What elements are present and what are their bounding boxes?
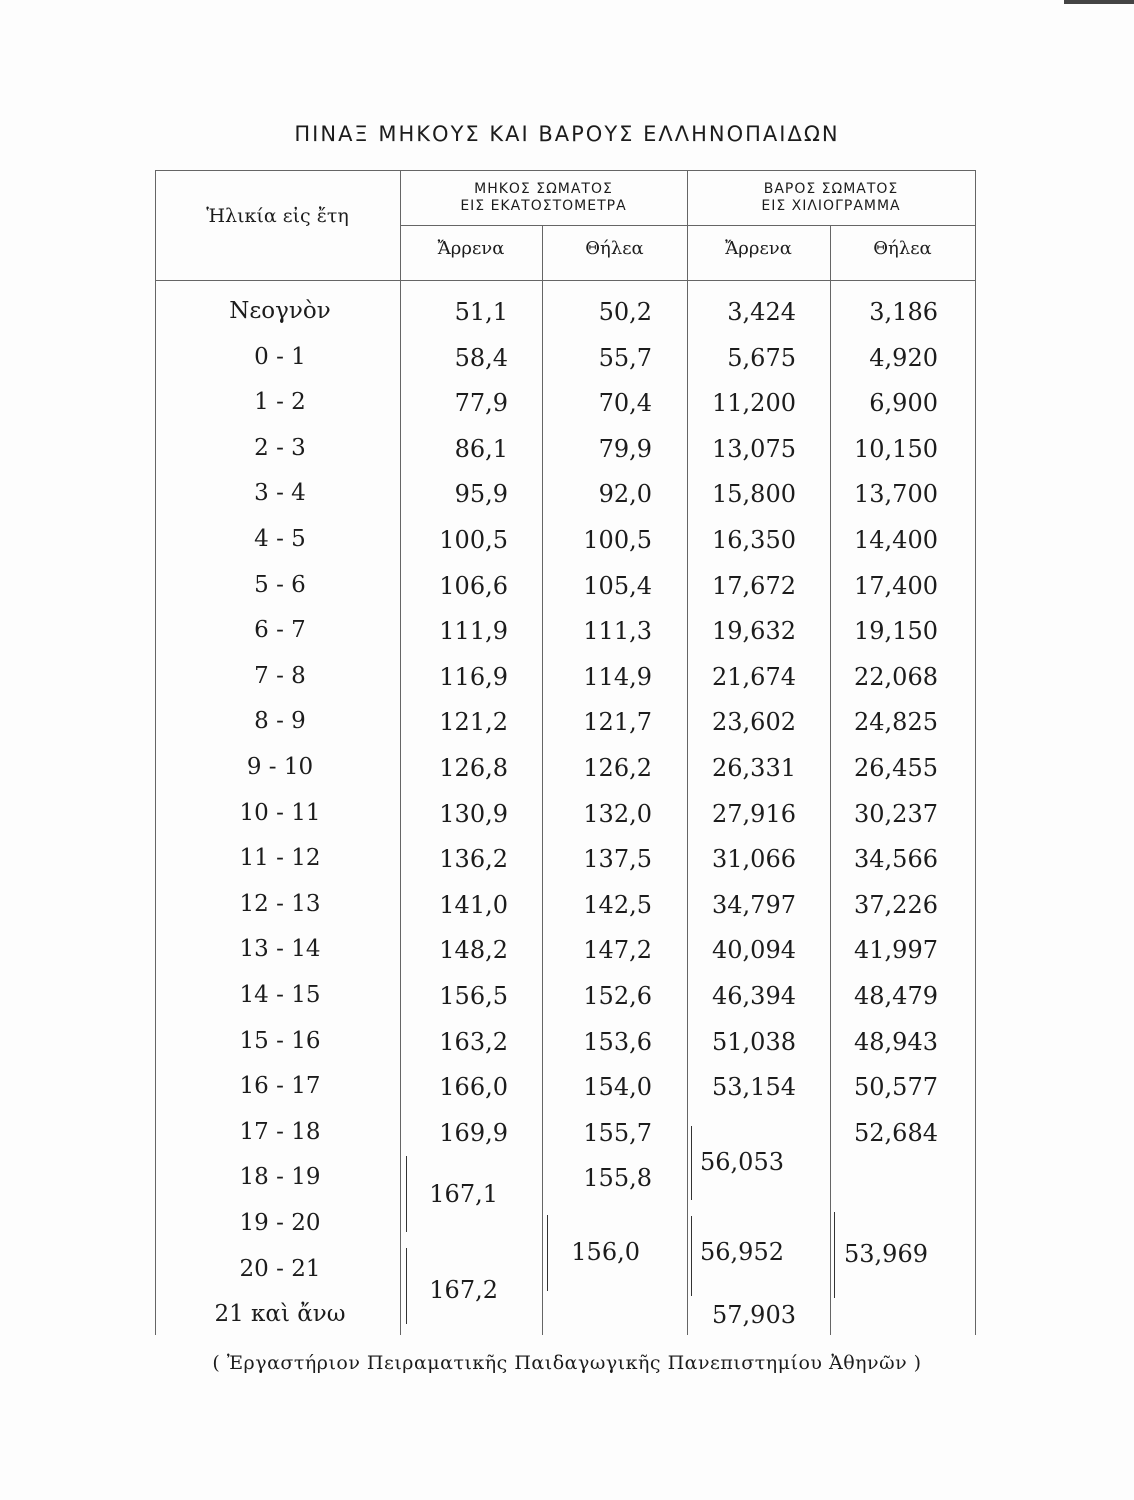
male-length-cell: 163,2	[439, 1028, 508, 1056]
male-weight-cell: 5,675	[727, 344, 796, 372]
male-weight-cell: 15,800	[712, 480, 796, 508]
female-length-cell: 55,7	[598, 344, 652, 372]
male-length-cell: 116,9	[439, 663, 508, 691]
female-length-cell: 79,9	[598, 435, 652, 463]
female-length-cell: 155,7	[583, 1119, 652, 1147]
male-weight-cell: 40,094	[712, 936, 796, 964]
male-weight-cell: 34,797	[712, 891, 796, 919]
age-cell: 12 - 13	[239, 891, 321, 917]
table-left-rule	[155, 170, 156, 1335]
male-length-cell: 86,1	[454, 435, 508, 463]
female-length-cell: 155,8	[583, 1164, 652, 1192]
male-weight-cell: 3,424	[727, 298, 796, 326]
male-weight-cell: 23,602	[712, 708, 796, 736]
female-weight-cell: 4,920	[869, 344, 938, 372]
age-cell: 4 - 5	[254, 526, 306, 552]
male-length-header: Ἄρρενα	[437, 238, 505, 259]
female-weight-cell: 50,577	[854, 1073, 938, 1101]
male-weight-cell: 21,674	[712, 663, 796, 691]
age-cell: 18 - 19	[239, 1164, 321, 1190]
age-cell: 7 - 8	[254, 663, 306, 689]
age-cell: 6 - 7	[254, 617, 306, 643]
table-right-rule	[975, 170, 976, 1335]
brace-female-length-19-up	[537, 1215, 548, 1291]
female-weight-cell: 14,400	[854, 526, 938, 554]
female-length-cell: 132,0	[583, 800, 652, 828]
male-length-cell: 77,9	[454, 389, 508, 417]
female-length-cell: 154,0	[583, 1073, 652, 1101]
male-weight-cell: 51,038	[712, 1028, 796, 1056]
age-cell: 9 - 10	[246, 754, 314, 780]
source-footer: ( Ἐργαστήριον Πειραματικῆς Παιδαγωγικῆς Πανεπιστημίου Ἀθηνῶν )	[212, 1352, 922, 1374]
male-length-cell: 51,1	[454, 298, 508, 326]
female-weight-cell: 6,900	[869, 389, 938, 417]
male-length-cell: 130,9	[439, 800, 508, 828]
male-weight-cell: 53,154	[712, 1073, 796, 1101]
female-weight-cell: 26,455	[854, 754, 938, 782]
male-weight-cell: 19,632	[712, 617, 796, 645]
brace-male-weight-19-21	[681, 1216, 692, 1296]
female-length-cell: 153,6	[583, 1028, 652, 1056]
male-length-cell: 141,0	[439, 891, 508, 919]
merged-female-weight-19-up: 53,969	[844, 1240, 928, 1268]
weight-group-line2: ΕΙΣ ΧΙΛΙΟΓΡΑΜΜΑ	[761, 198, 901, 214]
brace-male-length-20-up	[396, 1248, 407, 1324]
female-length-cell: 137,5	[583, 845, 652, 873]
male-length-cell: 121,2	[439, 708, 508, 736]
age-cell: 16 - 17	[239, 1073, 321, 1099]
age-column-header: Ἡλικία εἰς ἔτη	[206, 205, 349, 227]
page-edge-mark	[1064, 0, 1134, 4]
merged-male-length-20-up: 167,2	[429, 1276, 498, 1304]
age-cell: 21 καὶ ἄνω	[214, 1301, 346, 1327]
female-weight-cell: 34,566	[854, 845, 938, 873]
female-length-cell: 50,2	[598, 298, 652, 326]
male-weight-cell: 16,350	[712, 526, 796, 554]
male-weight-cell: 17,672	[712, 572, 796, 600]
male-weight-cell: 27,916	[712, 800, 796, 828]
brace-male-weight-17-19	[681, 1126, 692, 1200]
age-cell: 3 - 4	[254, 480, 306, 506]
male-length-cell: 106,6	[439, 572, 508, 600]
female-weight-cell: 37,226	[854, 891, 938, 919]
male-weight-header: Ἄρρενα	[725, 238, 792, 259]
age-cell: 15 - 16	[239, 1028, 321, 1054]
female-weight-cell: 24,825	[854, 708, 938, 736]
female-weight-cell: 41,997	[854, 936, 938, 964]
length-group-line1: ΜΗΚΟΣ ΣΩΜΑΤΟΣ	[474, 181, 613, 197]
merged-male-length-18-20: 167,1	[429, 1180, 498, 1208]
male-length-cell: 136,2	[439, 845, 508, 873]
female-weight-cell: 52,684	[854, 1119, 938, 1147]
male-length-cell: 100,5	[439, 526, 508, 554]
female-length-cell: 152,6	[583, 982, 652, 1010]
female-weight-cell: 48,943	[854, 1028, 938, 1056]
female-length-cell: 105,4	[583, 572, 652, 600]
age-cell: 20 - 21	[239, 1256, 321, 1282]
brace-male-length-18-20	[396, 1156, 407, 1232]
male-length-cell: 148,2	[439, 936, 508, 964]
male-length-cell: 95,9	[454, 480, 508, 508]
length-group-line2: ΕΙΣ ΕΚΑΤΟΣΤΟΜΕΤΡΑ	[460, 198, 627, 214]
male-length-cell: 169,9	[439, 1119, 508, 1147]
female-weight-cell: 17,400	[854, 572, 938, 600]
female-weight-cell: 22,068	[854, 663, 938, 691]
header-bottom-rule	[155, 280, 975, 281]
female-length-cell: 121,7	[583, 708, 652, 736]
male-length-cell: 58,4	[454, 344, 508, 372]
female-length-cell: 147,2	[583, 936, 652, 964]
age-cell: 17 - 18	[239, 1119, 321, 1145]
length-group-header	[400, 181, 687, 215]
table-top-rule	[155, 170, 975, 171]
female-length-cell: 111,3	[583, 617, 652, 645]
male-length-cell: 126,8	[439, 754, 508, 782]
female-length-cell: 114,9	[583, 663, 652, 691]
male-weight-cell: 13,075	[712, 435, 796, 463]
brace-female-weight-19-up	[824, 1212, 835, 1298]
age-cell: 14 - 15	[239, 982, 321, 1008]
female-weight-cell: 10,150	[854, 435, 938, 463]
age-cell: 0 - 1	[254, 344, 306, 370]
female-length-cell: 92,0	[598, 480, 652, 508]
female-weight-cell: 13,700	[854, 480, 938, 508]
male-length-cell: 111,9	[439, 617, 508, 645]
female-weight-header: Θήλεα	[873, 238, 932, 259]
female-weight-cell: 48,479	[854, 982, 938, 1010]
age-cell: 11 - 12	[239, 845, 321, 871]
female-length-cell: 70,4	[598, 389, 652, 417]
weight-group-header	[687, 181, 975, 215]
female-length-header: Θήλεα	[585, 238, 644, 259]
weight-group-line1: ΒΑΡΟΣ ΣΩΜΑΤΟΣ	[763, 181, 899, 197]
age-cell: 13 - 14	[239, 936, 321, 962]
age-cell: 2 - 3	[254, 435, 306, 461]
female-weight-cell: 3,186	[869, 298, 938, 326]
age-cell: Νεογνὸν	[229, 298, 331, 324]
female-length-cell: 100,5	[583, 526, 652, 554]
age-cell: 1 - 2	[254, 389, 306, 415]
merged-female-length-19-up: 156,0	[571, 1238, 640, 1266]
female-length-cell: 126,2	[583, 754, 652, 782]
male-weight-cell: 26,331	[712, 754, 796, 782]
age-cell: 5 - 6	[254, 572, 306, 598]
age-cell: 8 - 9	[254, 708, 306, 734]
age-cell: 19 - 20	[239, 1210, 321, 1236]
male-weight-cell: 57,903	[712, 1301, 796, 1329]
male-weight-cell: 31,066	[712, 845, 796, 873]
female-weight-cell: 19,150	[854, 617, 938, 645]
male-weight-cell: 11,200	[712, 389, 796, 417]
male-length-cell: 156,5	[439, 982, 508, 1010]
merged-male-weight-17-19: 56,053	[700, 1148, 784, 1176]
merged-male-weight-19-21: 56,952	[700, 1238, 784, 1266]
female-length-cell: 142,5	[583, 891, 652, 919]
age-cell: 10 - 11	[239, 800, 321, 826]
male-length-cell: 166,0	[439, 1073, 508, 1101]
male-weight-cell: 46,394	[712, 982, 796, 1010]
female-weight-cell: 30,237	[854, 800, 938, 828]
page-title: ΠΙΝΑΞ ΜΗΚΟΥΣ ΚΑΙ ΒΑΡΟΥΣ ΕΛΛΗΝΟΠΑΙΔΩΝ	[294, 122, 840, 147]
